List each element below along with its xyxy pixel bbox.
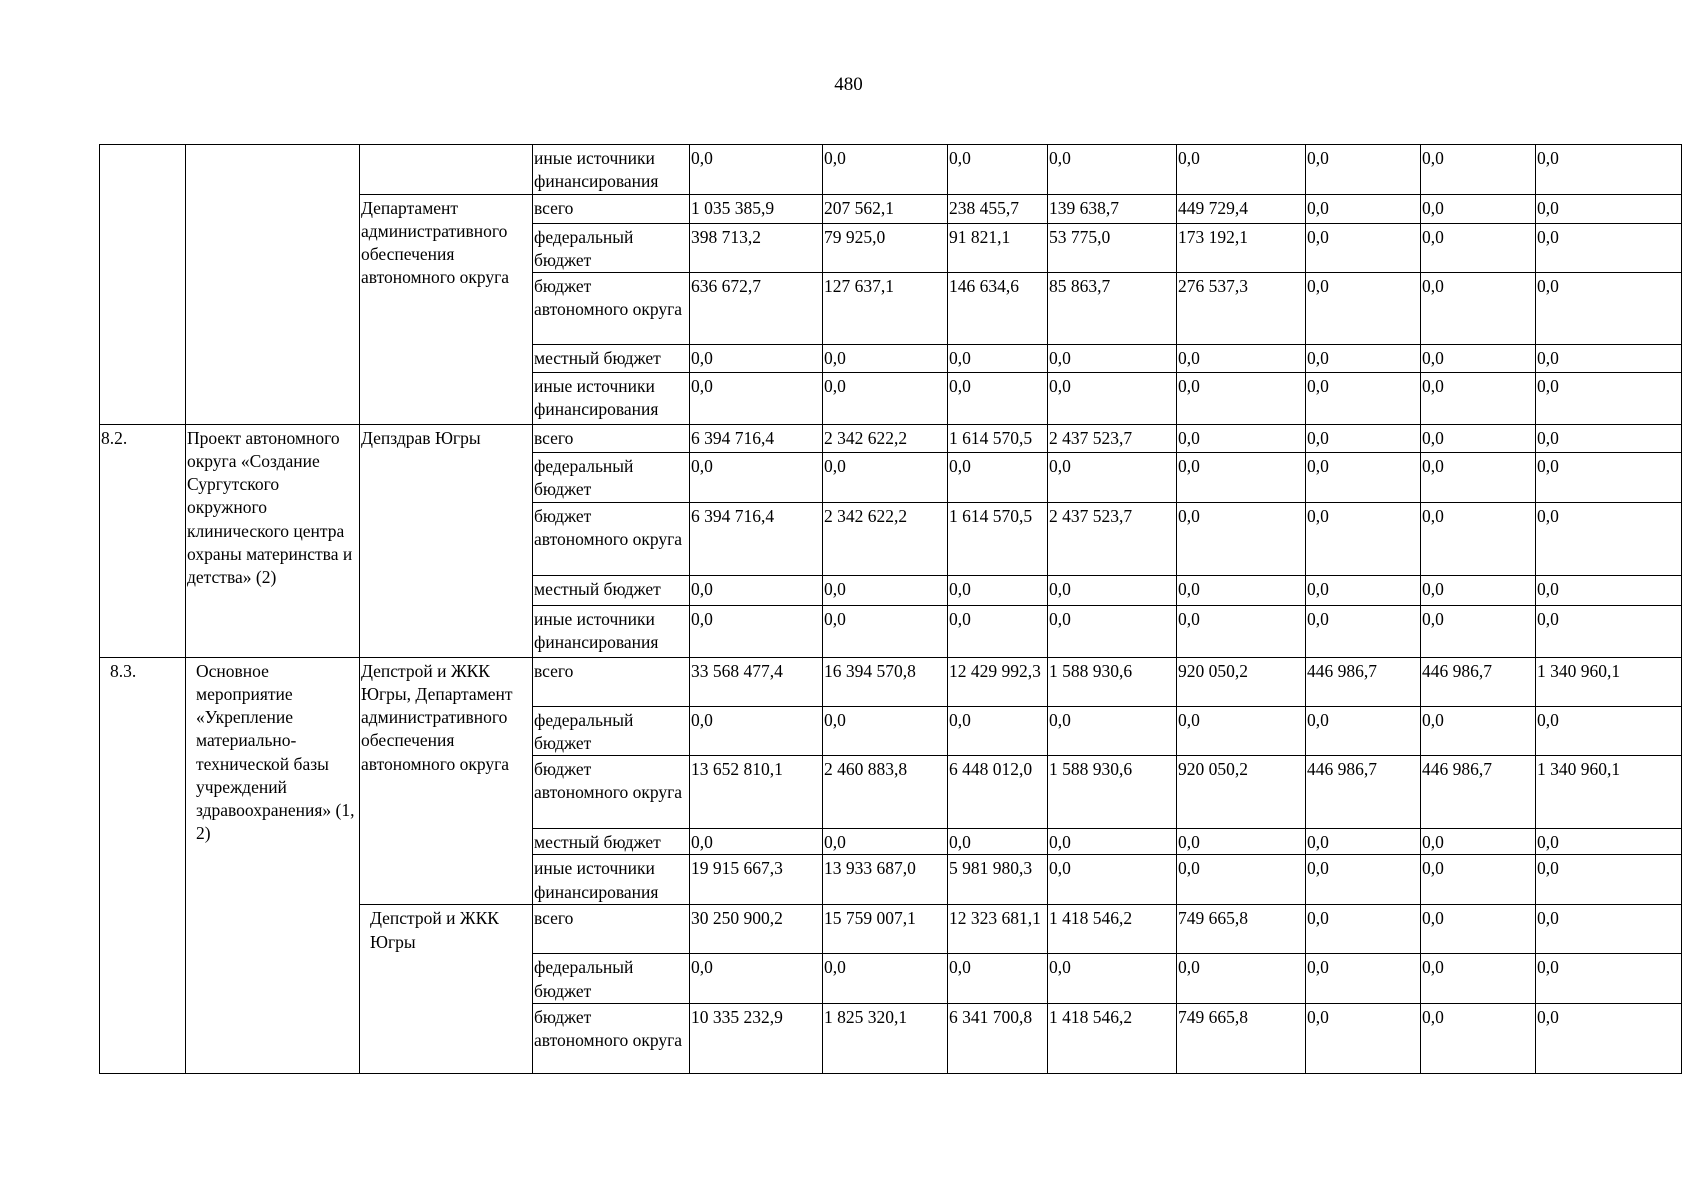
cell-value: 0,0 — [1306, 503, 1421, 576]
cell-value: 0,0 — [948, 829, 1048, 855]
cell-value: 0,0 — [948, 606, 1048, 658]
cell-source: иные источники финансирования — [533, 145, 690, 195]
cell-value: 0,0 — [1421, 576, 1536, 606]
cell-value: 446 986,7 — [1306, 658, 1421, 707]
cell-value: 0,0 — [1048, 829, 1177, 855]
cell-source: местный бюджет — [533, 829, 690, 855]
cell-value: 0,0 — [823, 829, 948, 855]
cell-value: 10 335 232,9 — [690, 1003, 823, 1073]
cell-value: 0,0 — [1421, 224, 1536, 273]
cell-value: 0,0 — [1536, 373, 1682, 425]
cell-value: 1 825 320,1 — [823, 1003, 948, 1073]
cell-value: 0,0 — [690, 373, 823, 425]
cell-value: 5 981 980,3 — [948, 855, 1048, 905]
cell-value: 0,0 — [1306, 345, 1421, 373]
cell-value: 6 394 716,4 — [690, 425, 823, 453]
table-row — [100, 145, 1682, 195]
budget-table — [99, 144, 1682, 1074]
cell-value: 30 250 900,2 — [690, 905, 823, 954]
cell-value: 6 448 012,0 — [948, 756, 1048, 829]
cell-value: 2 342 622,2 — [823, 503, 948, 576]
cell-source: бюджет автономного округа — [533, 503, 690, 576]
cell-source: бюджет автономного округа — [533, 273, 690, 345]
cell-value: 0,0 — [1306, 425, 1421, 453]
cell-value: 15 759 007,1 — [823, 905, 948, 954]
cell-value: 139 638,7 — [1048, 195, 1177, 224]
cell-value: 449 729,4 — [1177, 195, 1306, 224]
cell-source: бюджет автономного округа — [533, 756, 690, 829]
cell-value: 2 437 523,7 — [1048, 425, 1177, 453]
cell-value: 1 588 930,6 — [1048, 756, 1177, 829]
cell-value: 0,0 — [1048, 855, 1177, 905]
cell-value: 0,0 — [1536, 345, 1682, 373]
cell-executor: Депстрой и ЖКК Югры — [360, 905, 533, 1073]
cell-source: всего — [533, 425, 690, 453]
cell-value: 2 460 883,8 — [823, 756, 948, 829]
cell-value: 446 986,7 — [1421, 658, 1536, 707]
cell-value: 0,0 — [1048, 954, 1177, 1003]
cell-source: федеральный бюджет — [533, 224, 690, 273]
cell-value: 0,0 — [1177, 425, 1306, 453]
cell-value: 0,0 — [690, 829, 823, 855]
cell-value: 0,0 — [823, 576, 948, 606]
cell-value: 0,0 — [948, 345, 1048, 373]
cell-value: 0,0 — [1536, 707, 1682, 756]
cell-value: 238 455,7 — [948, 195, 1048, 224]
cell-value: 0,0 — [1306, 224, 1421, 273]
cell-value: 1 418 546,2 — [1048, 905, 1177, 954]
cell-value: 398 713,2 — [690, 224, 823, 273]
cell-value: 0,0 — [823, 145, 948, 195]
cell-value: 0,0 — [1536, 829, 1682, 855]
cell-value: 0,0 — [1536, 273, 1682, 345]
cell-source: местный бюджет — [533, 345, 690, 373]
cell-source: всего — [533, 905, 690, 954]
cell-value: 0,0 — [1306, 373, 1421, 425]
cell-value: 920 050,2 — [1177, 658, 1306, 707]
cell-executor — [360, 145, 533, 195]
cell-value: 0,0 — [1306, 576, 1421, 606]
cell-value: 0,0 — [948, 707, 1048, 756]
cell-value: 0,0 — [690, 707, 823, 756]
cell-source: местный бюджет — [533, 576, 690, 606]
cell-value: 16 394 570,8 — [823, 658, 948, 707]
cell-value: 0,0 — [1421, 829, 1536, 855]
cell-activity — [186, 145, 360, 425]
cell-value: 0,0 — [1306, 1003, 1421, 1073]
cell-value: 0,0 — [1177, 954, 1306, 1003]
cell-value: 0,0 — [1306, 453, 1421, 503]
cell-value: 33 568 477,4 — [690, 658, 823, 707]
cell-value: 6 341 700,8 — [948, 1003, 1048, 1073]
cell-value: 6 394 716,4 — [690, 503, 823, 576]
cell-value: 0,0 — [948, 954, 1048, 1003]
cell-value: 0,0 — [690, 145, 823, 195]
cell-value: 0,0 — [1536, 195, 1682, 224]
cell-value: 0,0 — [1177, 373, 1306, 425]
cell-value: 446 986,7 — [1421, 756, 1536, 829]
cell-value: 749 665,8 — [1177, 905, 1306, 954]
cell-source: всего — [533, 195, 690, 224]
cell-value: 0,0 — [823, 954, 948, 1003]
cell-value: 53 775,0 — [1048, 224, 1177, 273]
cell-value: 920 050,2 — [1177, 756, 1306, 829]
cell-executor: Депздрав Югры — [360, 425, 533, 658]
cell-source: иные источники финансирования — [533, 606, 690, 658]
cell-value: 0,0 — [1421, 707, 1536, 756]
cell-value: 0,0 — [1421, 373, 1536, 425]
cell-value: 0,0 — [1177, 453, 1306, 503]
cell-value: 0,0 — [1177, 145, 1306, 195]
cell-value: 0,0 — [948, 576, 1048, 606]
cell-value: 0,0 — [1536, 453, 1682, 503]
cell-value: 0,0 — [1177, 855, 1306, 905]
cell-value: 0,0 — [1306, 829, 1421, 855]
cell-activity: Основное мероприятие «Укрепление материально-технической базы учреждений здравоохранения» (1, 2) — [186, 658, 360, 1073]
cell-value: 0,0 — [690, 453, 823, 503]
cell-value: 749 665,8 — [1177, 1003, 1306, 1073]
cell-value: 127 637,1 — [823, 273, 948, 345]
cell-value: 0,0 — [690, 345, 823, 373]
page-number: 480 — [834, 74, 863, 95]
cell-value: 0,0 — [690, 954, 823, 1003]
cell-value: 0,0 — [690, 606, 823, 658]
cell-value: 1 340 960,1 — [1536, 756, 1682, 829]
cell-value: 0,0 — [1306, 707, 1421, 756]
cell-value: 0,0 — [823, 707, 948, 756]
cell-value: 0,0 — [1177, 576, 1306, 606]
cell-value: 1 614 570,5 — [948, 425, 1048, 453]
cell-value: 0,0 — [1048, 453, 1177, 503]
cell-value: 0,0 — [1421, 905, 1536, 954]
cell-source: бюджет автономного округа — [533, 1003, 690, 1073]
cell-value: 446 986,7 — [1306, 756, 1421, 829]
cell-value: 0,0 — [1421, 503, 1536, 576]
cell-value: 146 634,6 — [948, 273, 1048, 345]
cell-value: 91 821,1 — [948, 224, 1048, 273]
cell-value: 85 863,7 — [1048, 273, 1177, 345]
cell-value: 0,0 — [1536, 145, 1682, 195]
table-row — [100, 658, 1682, 707]
cell-value: 0,0 — [948, 145, 1048, 195]
cell-value: 0,0 — [823, 453, 948, 503]
cell-value: 13 652 810,1 — [690, 756, 823, 829]
cell-value: 0,0 — [823, 373, 948, 425]
cell-value: 0,0 — [1177, 345, 1306, 373]
cell-value: 0,0 — [1536, 1003, 1682, 1073]
cell-value: 12 323 681,1 — [948, 905, 1048, 954]
cell-value: 79 925,0 — [823, 224, 948, 273]
cell-value: 0,0 — [1048, 707, 1177, 756]
cell-value: 0,0 — [1421, 345, 1536, 373]
cell-source: иные источники финансирования — [533, 855, 690, 905]
cell-value: 2 342 622,2 — [823, 425, 948, 453]
cell-value: 0,0 — [1421, 453, 1536, 503]
cell-value: 0,0 — [1306, 905, 1421, 954]
cell-value: 207 562,1 — [823, 195, 948, 224]
cell-source: федеральный бюджет — [533, 453, 690, 503]
cell-value: 0,0 — [1421, 195, 1536, 224]
cell-value: 1 035 385,9 — [690, 195, 823, 224]
table-row — [100, 425, 1682, 453]
cell-value: 0,0 — [948, 373, 1048, 425]
cell-value: 0,0 — [1421, 606, 1536, 658]
cell-value: 0,0 — [1536, 425, 1682, 453]
cell-value: 0,0 — [1177, 606, 1306, 658]
cell-value: 276 537,3 — [1177, 273, 1306, 345]
cell-number — [100, 145, 186, 425]
cell-value: 0,0 — [823, 606, 948, 658]
cell-value: 0,0 — [1306, 195, 1421, 224]
cell-value: 0,0 — [1536, 503, 1682, 576]
cell-value: 0,0 — [1048, 345, 1177, 373]
cell-value: 0,0 — [1048, 145, 1177, 195]
cell-value: 12 429 992,3 — [948, 658, 1048, 707]
cell-value: 0,0 — [1306, 954, 1421, 1003]
cell-value: 1 614 570,5 — [948, 503, 1048, 576]
cell-value: 0,0 — [1048, 576, 1177, 606]
cell-value: 13 933 687,0 — [823, 855, 948, 905]
cell-value: 0,0 — [1421, 145, 1536, 195]
cell-value: 636 672,7 — [690, 273, 823, 345]
cell-activity: Проект автономного округа «Создание Сургутского окружного клинического центра охраны материнства и детства» (2) — [186, 425, 360, 658]
cell-number: 8.2. — [100, 425, 186, 658]
cell-source: федеральный бюджет — [533, 707, 690, 756]
cell-value: 0,0 — [948, 453, 1048, 503]
cell-value: 19 915 667,3 — [690, 855, 823, 905]
cell-executor: Департамент административного обеспечения автономного округа — [360, 195, 533, 425]
cell-value: 0,0 — [1306, 855, 1421, 905]
cell-value: 0,0 — [1536, 224, 1682, 273]
cell-value: 0,0 — [1048, 606, 1177, 658]
cell-value: 0,0 — [1306, 145, 1421, 195]
cell-source: всего — [533, 658, 690, 707]
cell-value: 1 340 960,1 — [1536, 658, 1682, 707]
cell-value: 0,0 — [1177, 829, 1306, 855]
cell-value: 173 192,1 — [1177, 224, 1306, 273]
cell-value: 0,0 — [1421, 1003, 1536, 1073]
cell-value: 0,0 — [1421, 273, 1536, 345]
cell-value: 0,0 — [690, 576, 823, 606]
cell-value: 0,0 — [1536, 606, 1682, 658]
cell-value: 0,0 — [1536, 954, 1682, 1003]
cell-value: 1 588 930,6 — [1048, 658, 1177, 707]
cell-value: 0,0 — [1177, 707, 1306, 756]
cell-source: федеральный бюджет — [533, 954, 690, 1003]
cell-value: 0,0 — [823, 345, 948, 373]
cell-value: 0,0 — [1306, 606, 1421, 658]
cell-value: 0,0 — [1421, 425, 1536, 453]
cell-value: 0,0 — [1536, 576, 1682, 606]
cell-value: 0,0 — [1421, 855, 1536, 905]
cell-value: 0,0 — [1177, 503, 1306, 576]
cell-value: 0,0 — [1536, 855, 1682, 905]
cell-value: 2 437 523,7 — [1048, 503, 1177, 576]
cell-value: 0,0 — [1421, 954, 1536, 1003]
cell-value: 1 418 546,2 — [1048, 1003, 1177, 1073]
cell-value: 0,0 — [1306, 273, 1421, 345]
cell-source: иные источники финансирования — [533, 373, 690, 425]
cell-executor: Депстрой и ЖКК Югры, Департамент административного обеспечения автономного округа — [360, 658, 533, 905]
cell-number: 8.3. — [100, 658, 186, 1073]
cell-value: 0,0 — [1048, 373, 1177, 425]
cell-value: 0,0 — [1536, 905, 1682, 954]
